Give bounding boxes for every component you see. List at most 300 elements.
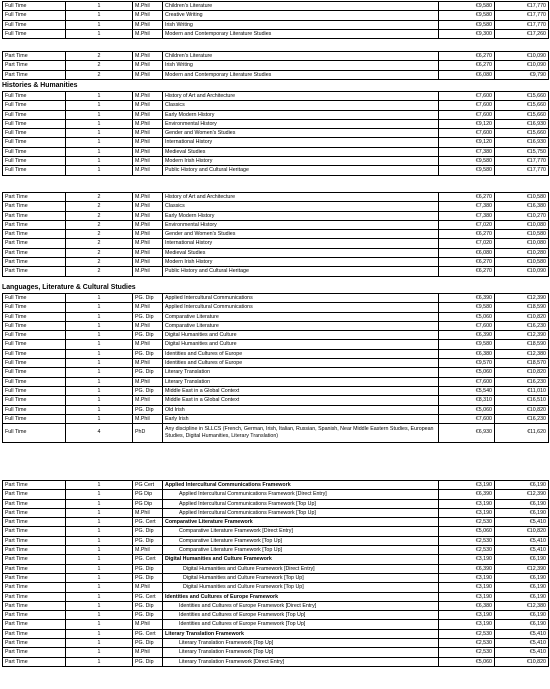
non-eu-fee-cell: €12,380	[495, 601, 549, 610]
award-cell: M.Phil	[133, 258, 163, 267]
attendance-cell: Full Time	[3, 157, 66, 166]
fees-table	[2, 51, 549, 80]
attendance-cell: Full Time	[3, 405, 66, 414]
programme-cell: Identities and Cultures of Europe Framework [Direct Entry]	[163, 601, 439, 610]
programme-cell: Children's Literature	[163, 2, 439, 11]
attendance-cell: Part Time	[3, 248, 66, 257]
award-cell: M.Phil	[133, 129, 163, 138]
attendance-cell: Part Time	[3, 620, 66, 629]
table-row	[3, 193, 549, 202]
duration-cell: 1	[66, 138, 133, 147]
duration-cell: 1	[66, 321, 133, 330]
programme-cell: Comparative Literature	[163, 321, 439, 330]
section-heading: Languages, Literature & Cultural Studies	[2, 284, 136, 291]
non-eu-fee-cell: €18,590	[495, 340, 549, 349]
award-cell: M.Phil	[133, 70, 163, 79]
award-cell: PG. Dip	[133, 349, 163, 358]
programme-cell: Literary Translation	[163, 377, 439, 386]
duration-cell: 1	[66, 414, 133, 423]
award-cell: M.Phil	[133, 620, 163, 629]
duration-cell: 1	[66, 331, 133, 340]
table-row	[3, 2, 549, 11]
duration-cell: 1	[66, 92, 133, 101]
attendance-cell: Full Time	[3, 303, 66, 312]
non-eu-fee-cell: €12,390	[495, 331, 549, 340]
programme-cell: Applied Intercultural Communications Framework	[163, 481, 439, 490]
attendance-cell: Part Time	[3, 70, 66, 79]
programme-cell: Literary Translation Framework	[163, 629, 439, 638]
attendance-cell: Part Time	[3, 267, 66, 276]
eu-fee-cell: €3,190	[439, 592, 495, 601]
table-row	[3, 629, 549, 638]
non-eu-fee-cell: €5,410	[495, 629, 549, 638]
award-cell: M.Phil	[133, 340, 163, 349]
attendance-cell: Full Time	[3, 349, 66, 358]
award-cell: PG. Dip	[133, 536, 163, 545]
eu-fee-cell: €6,380	[439, 349, 495, 358]
award-cell: M.Phil	[133, 52, 163, 61]
attendance-cell: Full Time	[3, 129, 66, 138]
award-cell: PG. Dip	[133, 573, 163, 582]
table-row	[3, 573, 549, 582]
award-cell: PG. Dip	[133, 639, 163, 648]
table-row	[3, 592, 549, 601]
non-eu-fee-cell: €6,190	[495, 583, 549, 592]
programme-cell: History of Art and Architecture	[163, 193, 439, 202]
programme-cell: Public History and Cultural Heritage	[163, 166, 439, 175]
award-cell: M.Phil	[133, 546, 163, 555]
eu-fee-cell: €6,390	[439, 564, 495, 573]
eu-fee-cell: €9,580	[439, 11, 495, 20]
programme-cell: Modern Irish History	[163, 258, 439, 267]
attendance-cell: Full Time	[3, 368, 66, 377]
table-row	[3, 639, 549, 648]
award-cell: PG Dip	[133, 490, 163, 499]
duration-cell: 2	[66, 193, 133, 202]
eu-fee-cell: €6,930	[439, 424, 495, 443]
programme-cell: Classics	[163, 101, 439, 110]
award-cell: M.Phil	[133, 359, 163, 368]
programme-cell: International History	[163, 138, 439, 147]
attendance-cell: Part Time	[3, 52, 66, 61]
award-cell: M.Phil	[133, 61, 163, 70]
non-eu-fee-cell: €16,230	[495, 321, 549, 330]
attendance-cell: Full Time	[3, 331, 66, 340]
duration-cell: 1	[66, 29, 133, 38]
eu-fee-cell: €9,580	[439, 157, 495, 166]
eu-fee-cell: €7,380	[439, 147, 495, 156]
programme-cell: Modern and Contemporary Literature Studies	[163, 29, 439, 38]
eu-fee-cell: €3,190	[439, 573, 495, 582]
award-cell: M.Phil	[133, 303, 163, 312]
non-eu-fee-cell: €6,190	[495, 620, 549, 629]
eu-fee-cell: €9,580	[439, 303, 495, 312]
non-eu-fee-cell: €10,580	[495, 193, 549, 202]
duration-cell: 1	[66, 340, 133, 349]
eu-fee-cell: €8,310	[439, 396, 495, 405]
attendance-cell: Part Time	[3, 508, 66, 517]
fees-table	[2, 480, 549, 667]
duration-cell: 1	[66, 377, 133, 386]
attendance-cell: Full Time	[3, 321, 66, 330]
non-eu-fee-cell: €10,820	[495, 312, 549, 321]
eu-fee-cell: €6,270	[439, 258, 495, 267]
award-cell: M.Phil	[133, 583, 163, 592]
table-row	[3, 166, 549, 175]
duration-cell: 1	[66, 157, 133, 166]
duration-cell: 1	[66, 129, 133, 138]
duration-cell: 2	[66, 70, 133, 79]
attendance-cell: Part Time	[3, 648, 66, 657]
programme-cell: International History	[163, 239, 439, 248]
award-cell: PG. Dip	[133, 405, 163, 414]
duration-cell: 1	[66, 166, 133, 175]
programme-cell: Environmental History	[163, 119, 439, 128]
attendance-cell: Part Time	[3, 220, 66, 229]
duration-cell: 1	[66, 564, 133, 573]
duration-cell: 1	[66, 359, 133, 368]
non-eu-fee-cell: €18,570	[495, 359, 549, 368]
non-eu-fee-cell: €15,660	[495, 92, 549, 101]
attendance-cell: Part Time	[3, 211, 66, 220]
programme-cell: Literary Translation	[163, 368, 439, 377]
table-row	[3, 546, 549, 555]
award-cell: PhD	[133, 424, 163, 443]
programme-cell: Early Irish	[163, 414, 439, 423]
attendance-cell: Part Time	[3, 536, 66, 545]
non-eu-fee-cell: €17,770	[495, 11, 549, 20]
attendance-cell: Part Time	[3, 657, 66, 666]
non-eu-fee-cell: €10,080	[495, 239, 549, 248]
attendance-cell: Part Time	[3, 592, 66, 601]
attendance-cell: Part Time	[3, 564, 66, 573]
programme-cell: Medieval Studies	[163, 248, 439, 257]
table-row	[3, 258, 549, 267]
fees-table	[2, 1, 549, 39]
eu-fee-cell: €9,580	[439, 2, 495, 11]
non-eu-fee-cell: €9,790	[495, 70, 549, 79]
eu-fee-cell: €5,060	[439, 405, 495, 414]
table-row	[3, 321, 549, 330]
award-cell: PG. Dip	[133, 386, 163, 395]
table-row	[3, 499, 549, 508]
table-row	[3, 248, 549, 257]
non-eu-fee-cell: €6,190	[495, 481, 549, 490]
duration-cell: 1	[66, 481, 133, 490]
award-cell: M.Phil	[133, 220, 163, 229]
non-eu-fee-cell: €10,090	[495, 267, 549, 276]
eu-fee-cell: €3,190	[439, 499, 495, 508]
award-cell: M.Phil	[133, 202, 163, 211]
programme-cell: Early Modern History	[163, 211, 439, 220]
non-eu-fee-cell: €5,410	[495, 536, 549, 545]
table-row	[3, 312, 549, 321]
eu-fee-cell: €2,530	[439, 536, 495, 545]
duration-cell: 1	[66, 368, 133, 377]
table-row	[3, 527, 549, 536]
duration-cell: 1	[66, 396, 133, 405]
duration-cell: 1	[66, 527, 133, 536]
programme-cell: Literary Translation Framework [Top Up]	[163, 639, 439, 648]
award-cell: M.Phil	[133, 29, 163, 38]
duration-cell: 1	[66, 119, 133, 128]
attendance-cell: Full Time	[3, 138, 66, 147]
attendance-cell: Full Time	[3, 119, 66, 128]
non-eu-fee-cell: €17,770	[495, 166, 549, 175]
duration-cell: 2	[66, 52, 133, 61]
duration-cell: 1	[66, 611, 133, 620]
table-row	[3, 110, 549, 119]
non-eu-fee-cell: €5,410	[495, 639, 549, 648]
programme-cell: Comparative Literature Framework [Top Up]	[163, 546, 439, 555]
award-cell: PG. Dip	[133, 331, 163, 340]
eu-fee-cell: €3,190	[439, 508, 495, 517]
award-cell: PG. Dip	[133, 294, 163, 303]
fees-table	[2, 293, 549, 443]
table-row	[3, 564, 549, 573]
non-eu-fee-cell: €10,090	[495, 61, 549, 70]
fees-table	[2, 192, 549, 277]
non-eu-fee-cell: €16,230	[495, 377, 549, 386]
award-cell: M.Phil	[133, 92, 163, 101]
non-eu-fee-cell: €12,390	[495, 564, 549, 573]
programme-cell: Classics	[163, 202, 439, 211]
award-cell: M.Phil	[133, 211, 163, 220]
attendance-cell: Part Time	[3, 258, 66, 267]
non-eu-fee-cell: €5,410	[495, 546, 549, 555]
award-cell: M.Phil	[133, 147, 163, 156]
table-row	[3, 220, 549, 229]
eu-fee-cell: €6,270	[439, 267, 495, 276]
attendance-cell: Part Time	[3, 527, 66, 536]
award-cell: M.Phil	[133, 508, 163, 517]
programme-cell: Literary Translation Framework [Top Up]	[163, 648, 439, 657]
eu-fee-cell: €7,380	[439, 202, 495, 211]
non-eu-fee-cell: €15,660	[495, 101, 549, 110]
table-row	[3, 267, 549, 276]
eu-fee-cell: €7,020	[439, 220, 495, 229]
award-cell: M.Phil	[133, 239, 163, 248]
duration-cell: 1	[66, 110, 133, 119]
table-row	[3, 147, 549, 156]
eu-fee-cell: €9,570	[439, 359, 495, 368]
attendance-cell: Part Time	[3, 555, 66, 564]
programme-cell: Creative Writing	[163, 11, 439, 20]
eu-fee-cell: €6,390	[439, 294, 495, 303]
eu-fee-cell: €7,600	[439, 414, 495, 423]
programme-cell: Modern and Contemporary Literature Studies	[163, 70, 439, 79]
programme-cell: Comparative Literature Framework [Direct Entry]	[163, 527, 439, 536]
attendance-cell: Full Time	[3, 377, 66, 386]
non-eu-fee-cell: €6,190	[495, 508, 549, 517]
attendance-cell: Full Time	[3, 11, 66, 20]
non-eu-fee-cell: €16,930	[495, 119, 549, 128]
duration-cell: 4	[66, 424, 133, 443]
eu-fee-cell: €9,580	[439, 166, 495, 175]
duration-cell: 1	[66, 555, 133, 564]
eu-fee-cell: €9,580	[439, 20, 495, 29]
non-eu-fee-cell: €16,930	[495, 138, 549, 147]
table-row	[3, 239, 549, 248]
programme-cell: Digital Humanities and Culture	[163, 331, 439, 340]
non-eu-fee-cell: €16,380	[495, 202, 549, 211]
eu-fee-cell: €7,020	[439, 239, 495, 248]
award-cell: M.Phil	[133, 321, 163, 330]
award-cell: PG. Dip	[133, 611, 163, 620]
programme-cell: Identities and Cultures of Europe	[163, 359, 439, 368]
duration-cell: 1	[66, 2, 133, 11]
eu-fee-cell: €3,190	[439, 555, 495, 564]
duration-cell: 1	[66, 629, 133, 638]
table-row	[3, 396, 549, 405]
non-eu-fee-cell: €17,770	[495, 2, 549, 11]
eu-fee-cell: €5,060	[439, 312, 495, 321]
table-row	[3, 303, 549, 312]
attendance-cell: Full Time	[3, 294, 66, 303]
attendance-cell: Full Time	[3, 2, 66, 11]
programme-cell: Children's Literature	[163, 52, 439, 61]
attendance-cell: Part Time	[3, 239, 66, 248]
non-eu-fee-cell: €10,080	[495, 220, 549, 229]
attendance-cell: Full Time	[3, 414, 66, 423]
eu-fee-cell: €3,190	[439, 620, 495, 629]
award-cell: PG Cert	[133, 481, 163, 490]
duration-cell: 2	[66, 61, 133, 70]
programme-cell: Irish Writing	[163, 20, 439, 29]
eu-fee-cell: €6,080	[439, 248, 495, 257]
programme-cell: Literary Translation Framework [Direct Entry]	[163, 657, 439, 666]
eu-fee-cell: €9,300	[439, 29, 495, 38]
table-row	[3, 70, 549, 79]
non-eu-fee-cell: €6,190	[495, 611, 549, 620]
attendance-cell: Part Time	[3, 61, 66, 70]
award-cell: PG. Dip	[133, 368, 163, 377]
duration-cell: 1	[66, 657, 133, 666]
non-eu-fee-cell: €10,820	[495, 368, 549, 377]
attendance-cell: Part Time	[3, 573, 66, 582]
duration-cell: 2	[66, 248, 133, 257]
duration-cell: 1	[66, 601, 133, 610]
attendance-cell: Part Time	[3, 583, 66, 592]
table-row	[3, 405, 549, 414]
duration-cell: 2	[66, 211, 133, 220]
eu-fee-cell: €7,600	[439, 321, 495, 330]
duration-cell: 1	[66, 536, 133, 545]
non-eu-fee-cell: €10,270	[495, 211, 549, 220]
attendance-cell: Part Time	[3, 193, 66, 202]
award-cell: PG. Dip	[133, 564, 163, 573]
eu-fee-cell: €7,600	[439, 110, 495, 119]
table-row	[3, 424, 549, 443]
programme-cell: Applied Intercultural Communications Framework [Top Up]	[163, 508, 439, 517]
programme-cell: Digital Humanities and Culture Framework [Top Up]	[163, 573, 439, 582]
duration-cell: 2	[66, 267, 133, 276]
award-cell: M.Phil	[133, 230, 163, 239]
attendance-cell: Part Time	[3, 601, 66, 610]
attendance-cell: Part Time	[3, 490, 66, 499]
table-row	[3, 331, 549, 340]
duration-cell: 1	[66, 294, 133, 303]
duration-cell: 1	[66, 349, 133, 358]
non-eu-fee-cell: €10,580	[495, 230, 549, 239]
eu-fee-cell: €5,060	[439, 657, 495, 666]
eu-fee-cell: €7,600	[439, 377, 495, 386]
programme-cell: Irish Writing	[163, 61, 439, 70]
attendance-cell: Full Time	[3, 29, 66, 38]
table-row	[3, 508, 549, 517]
table-row	[3, 414, 549, 423]
attendance-cell: Full Time	[3, 424, 66, 443]
programme-cell: Medieval Studies	[163, 147, 439, 156]
award-cell: M.Phil	[133, 110, 163, 119]
programme-cell: Digital Humanities and Culture Framework	[163, 555, 439, 564]
award-cell: M.Phil	[133, 138, 163, 147]
programme-cell: Applied Intercultural Communications	[163, 294, 439, 303]
eu-fee-cell: €6,270	[439, 61, 495, 70]
non-eu-fee-cell: €10,090	[495, 52, 549, 61]
duration-cell: 1	[66, 592, 133, 601]
non-eu-fee-cell: €10,820	[495, 657, 549, 666]
table-row	[3, 119, 549, 128]
attendance-cell: Part Time	[3, 611, 66, 620]
attendance-cell: Part Time	[3, 629, 66, 638]
table-row	[3, 20, 549, 29]
programme-cell: Modern Irish History	[163, 157, 439, 166]
table-row	[3, 138, 549, 147]
programme-cell: Applied Intercultural Communications Framework [Direct Entry]	[163, 490, 439, 499]
duration-cell: 2	[66, 239, 133, 248]
programme-cell: Comparative Literature Framework [Top Up]	[163, 536, 439, 545]
eu-fee-cell: €2,530	[439, 639, 495, 648]
table-row	[3, 202, 549, 211]
eu-fee-cell: €2,530	[439, 518, 495, 527]
non-eu-fee-cell: €15,660	[495, 110, 549, 119]
non-eu-fee-cell: €18,590	[495, 303, 549, 312]
non-eu-fee-cell: €17,770	[495, 157, 549, 166]
duration-cell: 1	[66, 573, 133, 582]
duration-cell: 1	[66, 405, 133, 414]
programme-cell: Gender and Women's Studies	[163, 230, 439, 239]
award-cell: M.Phil	[133, 248, 163, 257]
duration-cell: 1	[66, 583, 133, 592]
table-row	[3, 648, 549, 657]
programme-cell: Comparative Literature Framework	[163, 518, 439, 527]
attendance-cell: Part Time	[3, 481, 66, 490]
non-eu-fee-cell: €17,260	[495, 29, 549, 38]
eu-fee-cell: €5,540	[439, 386, 495, 395]
award-cell: PG. Cert	[133, 629, 163, 638]
non-eu-fee-cell: €10,820	[495, 405, 549, 414]
table-row	[3, 601, 549, 610]
programme-cell: Digital Humanities and Culture	[163, 340, 439, 349]
duration-cell: 1	[66, 490, 133, 499]
eu-fee-cell: €2,530	[439, 629, 495, 638]
non-eu-fee-cell: €12,390	[495, 490, 549, 499]
eu-fee-cell: €6,270	[439, 52, 495, 61]
eu-fee-cell: €9,580	[439, 340, 495, 349]
eu-fee-cell: €6,080	[439, 70, 495, 79]
eu-fee-cell: €3,190	[439, 611, 495, 620]
programme-cell: History of Art and Architecture	[163, 92, 439, 101]
eu-fee-cell: €6,380	[439, 601, 495, 610]
programme-cell: Digital Humanities and Culture Framework [Top Up]	[163, 583, 439, 592]
non-eu-fee-cell: €10,820	[495, 527, 549, 536]
duration-cell: 2	[66, 220, 133, 229]
attendance-cell: Full Time	[3, 386, 66, 395]
table-row	[3, 518, 549, 527]
programme-cell: Identities and Cultures of Europe	[163, 349, 439, 358]
table-row	[3, 620, 549, 629]
